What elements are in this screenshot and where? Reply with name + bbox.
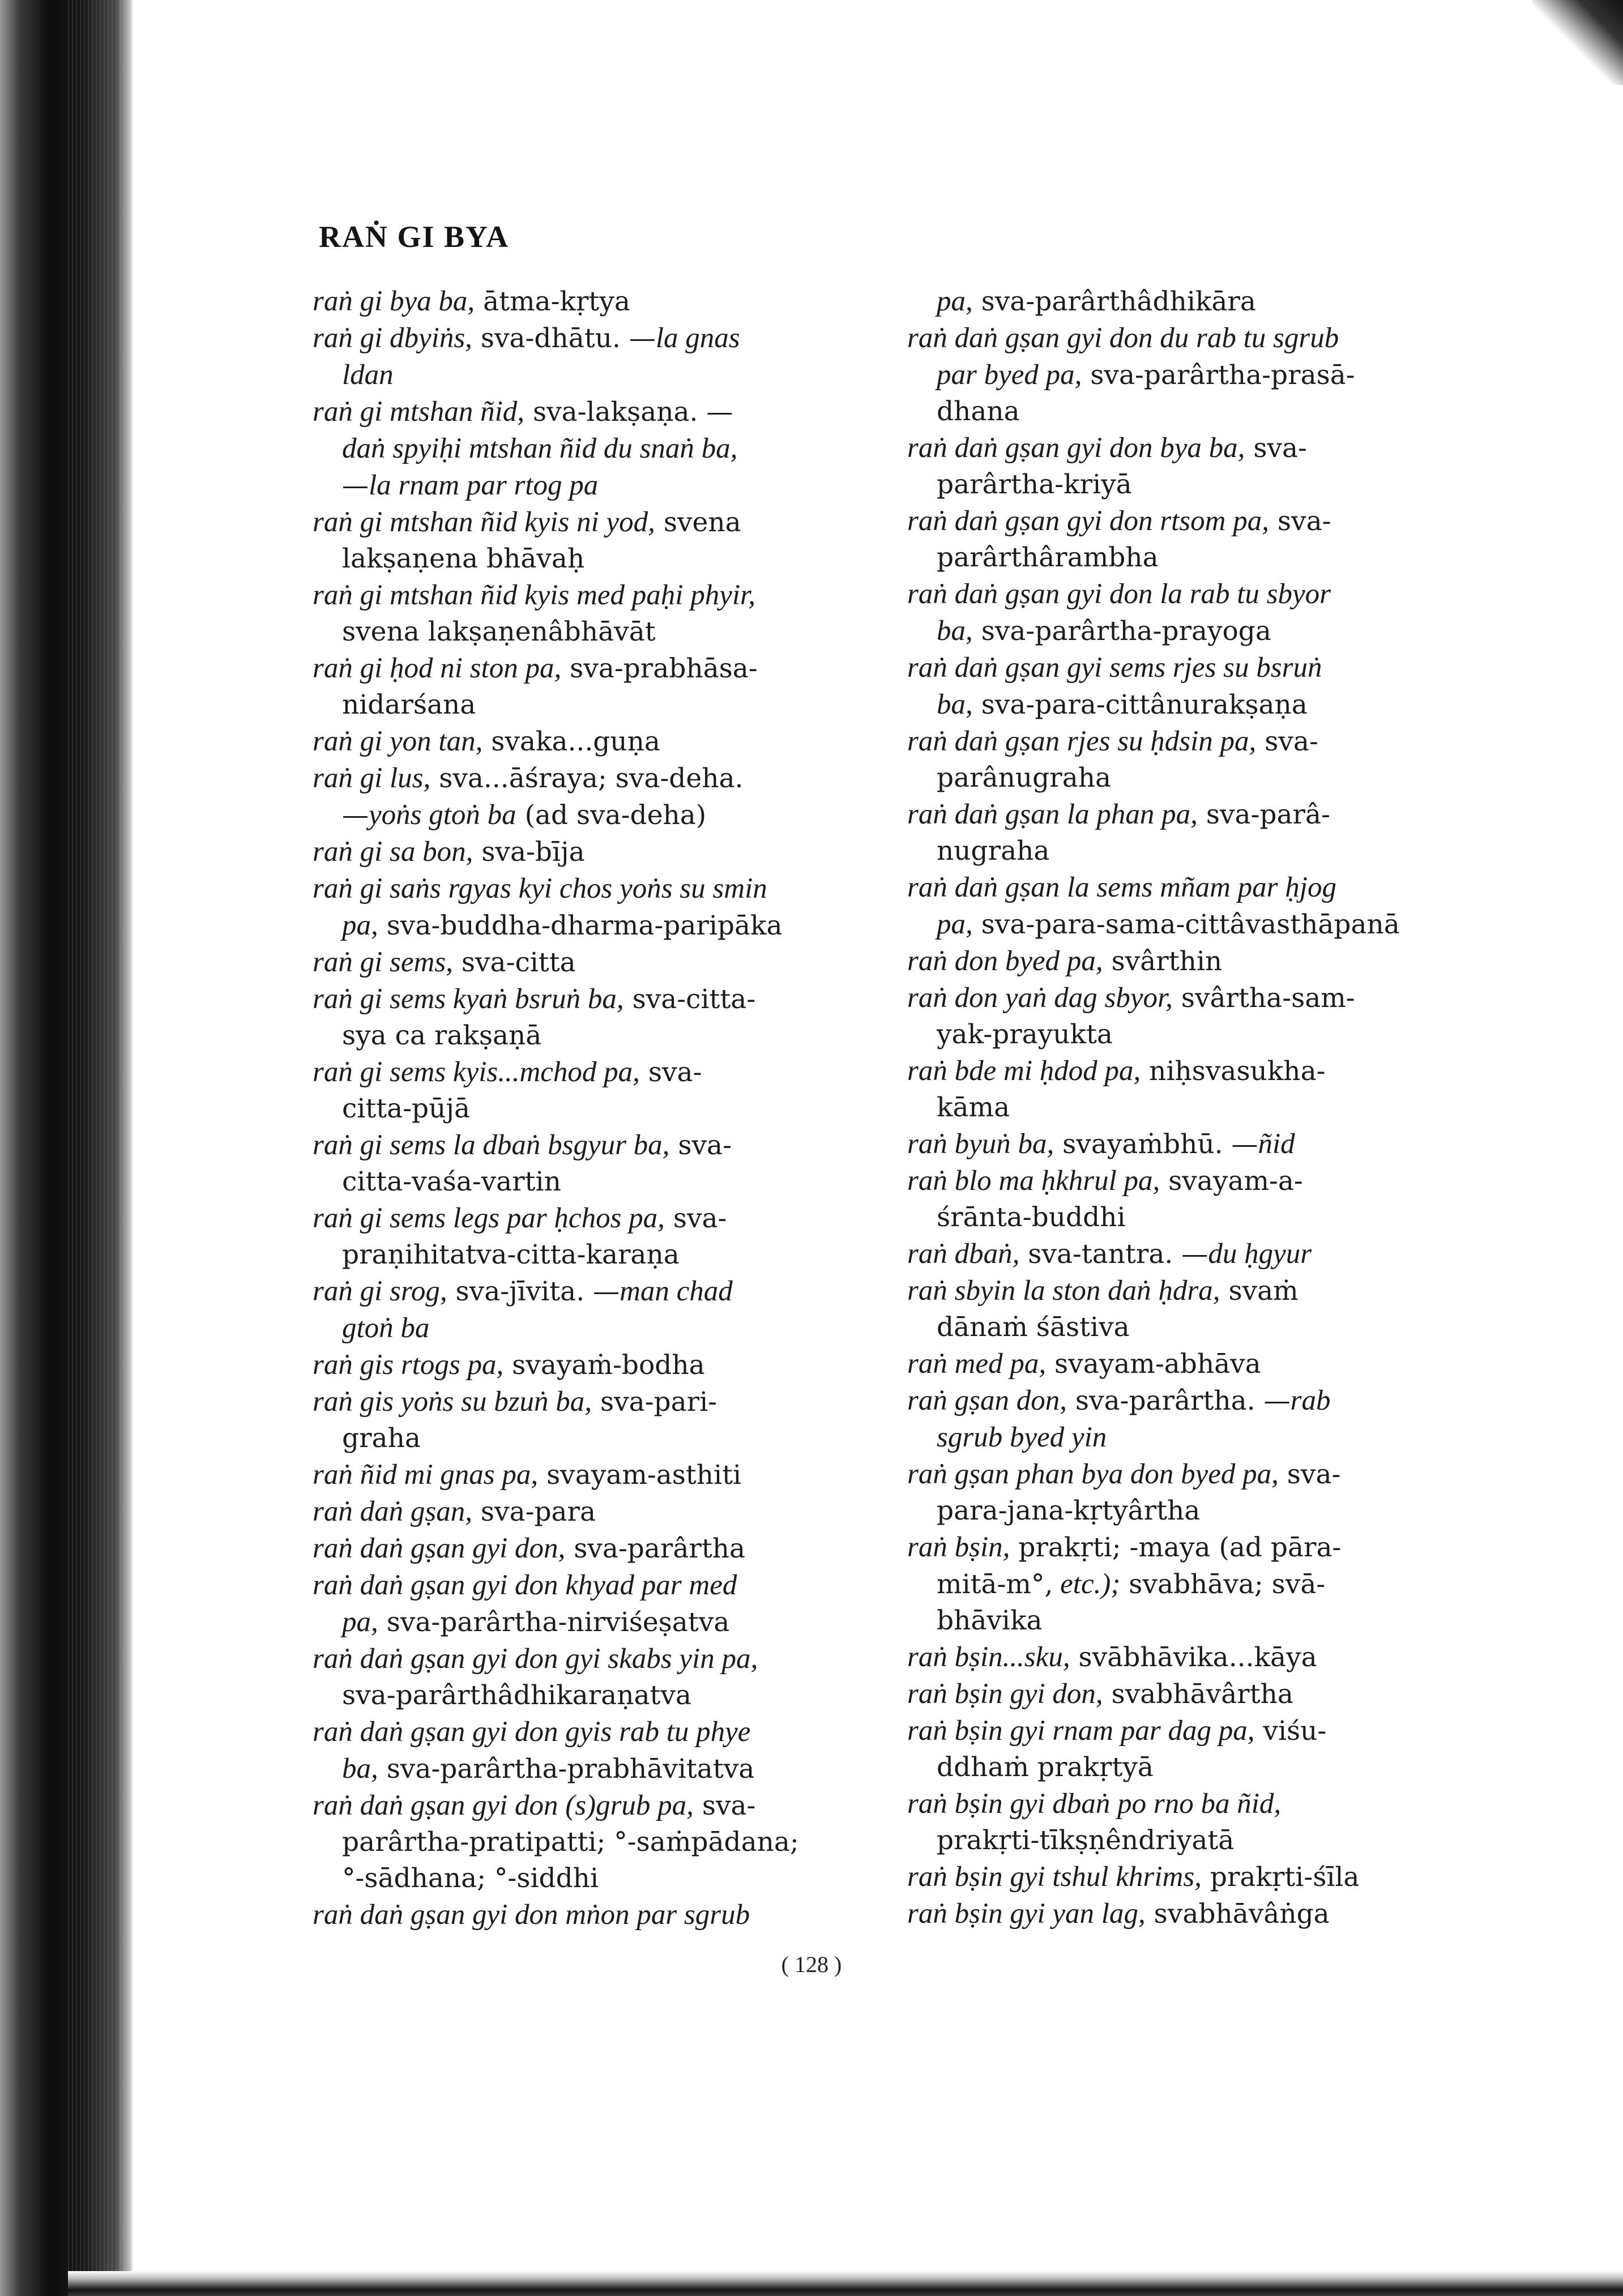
entry-continuation (907, 1017, 1473, 1053)
dictionary-entry (313, 1787, 879, 1897)
entry-continuation (907, 1200, 1473, 1236)
entry-continuation (907, 394, 1473, 430)
sanskrit-equivalent: sva-tantra. — (1019, 1239, 1208, 1270)
tibetan-term: pa, (342, 1606, 378, 1638)
entry-continuation (907, 1823, 1473, 1859)
entry-continuation (907, 1749, 1473, 1786)
sanskrit-equivalent: parârtha-pratipatti; °-saṁpādana; (342, 1826, 799, 1858)
sanskrit-equivalent: sva...āśraya; sva-deha. (430, 763, 744, 794)
entry-continuation (313, 1091, 879, 1127)
sanskrit-equivalent: sva- (1278, 1459, 1341, 1490)
entry-continuation (313, 1018, 879, 1054)
sanskrit-equivalent: svayam-a- (1160, 1166, 1303, 1197)
sanskrit-equivalent: sva-dhātu. — (472, 323, 656, 354)
dictionary-entry (907, 1786, 1473, 1859)
entry-continuation (313, 1678, 879, 1714)
sanskrit-equivalent: prakṛti; -maya (ad pāra- (1010, 1532, 1342, 1563)
tibetan-term: raṅ daṅ gṣan gyi don du rab tu sgrub (907, 322, 1339, 354)
entry-headline (313, 834, 879, 870)
dictionary-entry (907, 943, 1473, 980)
sanskrit-equivalent: svârthin (1103, 946, 1223, 977)
sanskrit-equivalent: °-sādhana; °-siddhi (342, 1863, 599, 1894)
sanskrit-equivalent: graha (342, 1423, 421, 1454)
dictionary-entry (907, 723, 1473, 796)
scan-corner-shadow (1532, 0, 1623, 85)
sanskrit-equivalent: parârthârambha (937, 542, 1159, 573)
entry-continuation (907, 760, 1473, 796)
sanskrit-equivalent: prakṛti-tīkṣṇêndriyatā (937, 1825, 1235, 1856)
dictionary-column-right (907, 283, 1473, 1932)
tibetan-term: raṅ med pa, (907, 1348, 1047, 1380)
sanskrit-equivalent: svabhāva; svā- (1120, 1569, 1326, 1600)
tibetan-term: raṅ gi mtshan ñid kyis med paḥi phyir, (313, 579, 755, 611)
entry-continuation (907, 1419, 1473, 1456)
entry-continuation (907, 1309, 1473, 1346)
entry-headline (313, 723, 879, 760)
sanskrit-equivalent: sva- (1268, 506, 1331, 537)
sanskrit-equivalent: sva-parârtha-prabhāvitatva (378, 1753, 755, 1785)
dictionary-entry (907, 1456, 1473, 1529)
entry-continuation (313, 1164, 879, 1200)
tibetan-term: raṅ daṅ gṣan, (313, 1496, 472, 1527)
tibetan-term: etc.); (1053, 1568, 1121, 1600)
tibetan-term: raṅ don yaṅ dag sbyor, (907, 982, 1173, 1014)
sanskrit-equivalent: — (342, 800, 369, 831)
sanskrit-equivalent: sva-parârtha (565, 1533, 746, 1564)
tibetan-term: raṅ gi saṅs rgyas kyi chos yoṅs su smin (313, 873, 767, 904)
tibetan-term: ba, (342, 1753, 378, 1785)
entry-headline (313, 1567, 879, 1604)
dictionary-entry (313, 1273, 879, 1347)
sanskrit-equivalent: yak-prayukta (937, 1019, 1113, 1050)
tibetan-term: raṅ daṅ gṣan gyi don gyis rab tu phye (313, 1716, 751, 1748)
sanskrit-equivalent: svayam-abhāva (1046, 1348, 1261, 1380)
page-number: ( 128 ) (781, 1952, 842, 1977)
sanskrit-equivalent: sva-parârthâdhikāra (972, 286, 1256, 317)
tibetan-term: raṅ daṅ gṣan gyi don bya ba, (907, 432, 1245, 464)
tibetan-term: raṅ daṅ gṣan la phan pa, (907, 799, 1198, 830)
tibetan-term: la rnam par rtog pa (369, 470, 599, 501)
tibetan-term: raṅ gi mtshan ñid, (313, 396, 525, 428)
entry-headline (907, 320, 1473, 357)
sanskrit-equivalent: lakṣaṇena bhāvaḥ (342, 543, 585, 574)
sanskrit-equivalent: parârtha-kriyā (937, 469, 1132, 500)
dictionary-entry (907, 796, 1473, 869)
entry-continuation (907, 686, 1473, 723)
entry-headline (907, 1859, 1473, 1896)
entry-continuation (313, 1237, 879, 1273)
entry-continuation (907, 1493, 1473, 1529)
dictionary-entry (313, 834, 879, 870)
sanskrit-equivalent: (ad sva-deha) (516, 800, 707, 831)
dictionary-entry (907, 869, 1473, 943)
tibetan-term: raṅ daṅ gṣan gyi don gyi skabs yin pa, (313, 1643, 758, 1675)
tibetan-term: raṅ gi sa bon, (313, 836, 473, 868)
sanskrit-equivalent: sva-lakṣaṇa. — (524, 396, 733, 428)
dictionary-entry (313, 283, 879, 320)
tibetan-term: raṅ don byed pa, (907, 945, 1103, 977)
sanskrit-equivalent: kāma (937, 1092, 1010, 1123)
sanskrit-equivalent: sva-parârtha-prayoga (972, 616, 1271, 647)
entry-headline (313, 944, 879, 981)
sanskrit-equivalent: ddhaṁ prakṛtyā (937, 1752, 1154, 1783)
entry-headline (313, 504, 879, 541)
tibetan-term: raṅ sbyin la ston daṅ ḥdra, (907, 1275, 1220, 1307)
sanskrit-equivalent: sva- (664, 1203, 727, 1234)
entry-continuation (313, 797, 879, 834)
tibetan-term: pa, (937, 908, 973, 940)
dictionary-entry (907, 430, 1473, 503)
entry-headline (907, 943, 1473, 980)
dictionary-entry (907, 283, 1473, 320)
entry-continuation (907, 833, 1473, 869)
sanskrit-equivalent: ātma-kṛtya (475, 286, 630, 317)
tibetan-term: raṅ daṅ gṣan gyi don (s)grub pa, (313, 1790, 694, 1821)
dictionary-entry (313, 870, 879, 944)
tibetan-term: raṅ gi sems kyis...mchod pa, (313, 1056, 640, 1088)
sanskrit-equivalent: para-jana-kṛtyârtha (937, 1495, 1201, 1526)
tibetan-term: raṅ bṣin, (907, 1531, 1010, 1563)
entry-headline (907, 869, 1473, 906)
tibetan-term: raṅ daṅ gṣan gyi don khyad par med (313, 1569, 737, 1601)
sanskrit-equivalent: sva- (669, 1130, 732, 1161)
entry-headline (907, 1053, 1473, 1090)
entry-headline (907, 650, 1473, 686)
dictionary-entry (313, 1457, 879, 1493)
tibetan-term: raṅ gi sems, (313, 946, 453, 978)
entry-headline (907, 1273, 1473, 1309)
entry-headline (907, 283, 1473, 320)
entry-headline (907, 1676, 1473, 1713)
tibetan-term: pa, (342, 910, 378, 941)
entry-continuation (313, 467, 879, 504)
sanskrit-equivalent: sva-bīja (473, 837, 585, 868)
entry-headline (313, 1641, 879, 1678)
dictionary-column-left (313, 283, 879, 1934)
entry-continuation (907, 1090, 1473, 1126)
tibetan-term: raṅ gi yon tan, (313, 725, 483, 757)
dictionary-entry (313, 944, 879, 981)
dictionary-entry (313, 1384, 879, 1457)
tibetan-term: gtoṅ ba (342, 1312, 430, 1344)
entry-headline (313, 1347, 879, 1384)
tibetan-term: raṅ bde mi ḥdod pa, (907, 1055, 1141, 1087)
tibetan-term: ñid (1258, 1128, 1295, 1160)
tibetan-term: raṅ daṅ gṣan la sems mñam par ḥjog (907, 872, 1336, 903)
sanskrit-equivalent: svena (655, 507, 741, 538)
entry-headline (907, 1529, 1473, 1566)
dictionary-entry (313, 1200, 879, 1273)
sanskrit-equivalent: svābhāvika...kāya (1070, 1642, 1317, 1673)
entry-headline (907, 1163, 1473, 1200)
entry-headline (313, 981, 879, 1018)
dictionary-entry (313, 1567, 879, 1641)
entry-headline (907, 1236, 1473, 1273)
entry-continuation (907, 540, 1473, 576)
sanskrit-equivalent: sva-parârtha. — (1066, 1385, 1291, 1416)
dictionary-entry (907, 1529, 1473, 1639)
dictionary-entry (907, 1896, 1473, 1932)
entry-continuation (313, 907, 879, 944)
sanskrit-equivalent: sva-para-sama-cittâvasthāpanā (972, 909, 1400, 940)
sanskrit-equivalent: svena lakṣaṇenâbhāvāt (342, 616, 656, 647)
sanskrit-equivalent: svârtha-sam- (1172, 983, 1355, 1014)
dictionary-entry (907, 1382, 1473, 1456)
tibetan-term: par byed pa, (937, 359, 1082, 391)
tibetan-term: la gnas (655, 322, 740, 354)
tibetan-term: raṅ gi ḥod ni ston pa, (313, 652, 562, 684)
sanskrit-equivalent: prakṛti-śīla (1201, 1862, 1360, 1893)
entry-continuation (907, 1603, 1473, 1639)
dictionary-entry (907, 576, 1473, 650)
dictionary-entry (313, 1714, 879, 1787)
tibetan-term: pa, (937, 285, 973, 317)
sanskrit-equivalent: sva- (1256, 726, 1318, 757)
tibetan-term: raṅ gi sems legs par ḥchos pa, (313, 1202, 665, 1234)
entry-headline (313, 394, 879, 430)
dictionary-entry (313, 320, 879, 394)
dictionary-entry (313, 577, 879, 650)
entry-headline (907, 980, 1473, 1017)
dictionary-entry (907, 1053, 1473, 1126)
dictionary-entry (313, 504, 879, 577)
tibetan-term: raṅ gi dbyiṅs, (313, 322, 472, 354)
entry-continuation (313, 1751, 879, 1787)
tibetan-term: raṅ daṅ gṣan gyi don rtsom pa, (907, 505, 1269, 537)
entry-headline (907, 576, 1473, 613)
dictionary-entry (313, 1641, 879, 1714)
dictionary-entry (907, 1273, 1473, 1346)
entry-headline (313, 1530, 879, 1567)
entry-continuation (907, 906, 1473, 943)
tibetan-term: sgrub byed yin (937, 1422, 1107, 1453)
entry-headline (313, 650, 879, 687)
tibetan-term: raṅ dbaṅ, (907, 1238, 1020, 1270)
sanskrit-equivalent: citta-vaśa-vartin (342, 1166, 561, 1197)
entry-continuation (313, 1824, 879, 1860)
tibetan-term: raṅ blo ma ḥkhrul pa, (907, 1165, 1160, 1197)
sanskrit-equivalent: svayaṁ-bodha (503, 1350, 705, 1381)
dictionary-entry (907, 1713, 1473, 1786)
dictionary-entry (313, 1127, 879, 1200)
dictionary-entry (907, 1859, 1473, 1896)
dictionary-entry (907, 650, 1473, 723)
dictionary-entry (313, 394, 879, 504)
tibetan-term: raṅ daṅ gṣan gyi don mṅon par sgrub (313, 1899, 750, 1931)
entry-headline (313, 320, 879, 357)
entry-continuation (313, 1860, 879, 1897)
tibetan-term: ba, (937, 689, 973, 720)
sanskrit-equivalent: dānaṁ śāstiva (937, 1312, 1130, 1343)
sanskrit-equivalent: citta-pūjā (342, 1093, 470, 1124)
tibetan-term: raṅ daṅ gṣan gyi sems rjes su bsruṅ (907, 652, 1322, 684)
tibetan-term: raṅ gis rtogs pa, (313, 1349, 504, 1381)
tibetan-term: raṅ daṅ gṣan rjes su ḥdsin pa, (907, 725, 1257, 757)
dictionary-entry (313, 723, 879, 760)
entry-headline (313, 1493, 879, 1530)
tibetan-term: raṅ gi bya ba, (313, 285, 475, 317)
tibetan-term: raṅ gṣan phan bya don byed pa, (907, 1458, 1279, 1490)
sanskrit-equivalent: svayaṁbhū. — (1054, 1129, 1258, 1160)
sanskrit-equivalent: sva-parârtha-nirviśeṣatva (378, 1607, 730, 1638)
entry-continuation (907, 357, 1473, 394)
entry-headline (313, 1897, 879, 1934)
sanskrit-equivalent: sva-pari- (592, 1386, 717, 1418)
entry-headline (313, 1273, 879, 1310)
entry-continuation (313, 1604, 879, 1641)
tibetan-term: raṅ gi mtshan ñid kyis ni yod, (313, 506, 655, 538)
tibetan-term: daṅ spyiḥi mtshan ñid du snaṅ ba, (342, 433, 738, 464)
sanskrit-equivalent: svabhāvâṅga (1145, 1898, 1330, 1930)
tibetan-term: raṅ gi lus, (313, 762, 431, 794)
sanskrit-equivalent: sva-para-cittânurakṣaṇa (972, 689, 1308, 720)
entry-headline (313, 760, 879, 797)
entry-headline (313, 577, 879, 614)
sanskrit-equivalent: sva-buddha-dharma-paripāka (378, 910, 783, 941)
sanskrit-equivalent: niḥsvasukha- (1141, 1056, 1326, 1087)
tibetan-term: raṅ ñid mi gnas pa, (313, 1459, 539, 1491)
entry-headline (907, 1896, 1473, 1932)
dictionary-entry (313, 1897, 879, 1934)
entry-headline (907, 1456, 1473, 1493)
dictionary-entry (907, 1236, 1473, 1273)
entry-continuation (313, 1310, 879, 1347)
entry-continuation (313, 687, 879, 723)
sanskrit-equivalent: sva- (639, 1057, 702, 1088)
sanskrit-equivalent: sva-citta (452, 947, 576, 978)
entry-continuation (313, 430, 879, 467)
tibetan-term: raṅ gi srog, (313, 1275, 447, 1307)
dictionary-entry (313, 1054, 879, 1127)
entry-headline (907, 1786, 1473, 1823)
sanskrit-equivalent: svayam-asthiti (538, 1459, 742, 1491)
tibetan-term: yoṅs gtoṅ ba (369, 799, 516, 831)
entry-headline (313, 1384, 879, 1420)
entry-continuation (313, 541, 879, 577)
dictionary-entry (313, 1493, 879, 1530)
entry-headline (907, 503, 1473, 540)
entry-continuation (907, 1566, 1473, 1603)
entry-continuation (907, 467, 1473, 503)
sanskrit-equivalent: sya ca rakṣaṇā (342, 1020, 542, 1051)
tibetan-term: raṅ daṅ gṣan gyi don, (313, 1533, 566, 1564)
entry-headline (907, 1713, 1473, 1749)
dictionary-entry (313, 1530, 879, 1567)
sanskrit-equivalent: parânugraha (937, 762, 1112, 793)
tibetan-term: ba, (937, 615, 973, 647)
dictionary-entry (907, 980, 1473, 1053)
sanskrit-equivalent: svaṁ (1220, 1275, 1299, 1307)
dictionary-entry (907, 1346, 1473, 1382)
sanskrit-equivalent: bhāvika (937, 1605, 1043, 1636)
dictionary-entry (907, 1639, 1473, 1676)
sanskrit-equivalent: mitā-m°, (937, 1569, 1053, 1600)
tibetan-term: man chad (620, 1275, 733, 1307)
dictionary-entry (907, 1676, 1473, 1713)
entry-continuation (313, 614, 879, 650)
sanskrit-equivalent: śrānta-buddhi (937, 1202, 1126, 1233)
tibetan-term: rab (1290, 1385, 1331, 1416)
sanskrit-equivalent: — (342, 470, 369, 501)
tibetan-term: raṅ byuṅ ba, (907, 1128, 1054, 1160)
sanskrit-equivalent: nidarśana (342, 689, 476, 720)
tibetan-term: raṅ gi sems kyaṅ bsruṅ ba, (313, 983, 624, 1015)
entry-headline (907, 796, 1473, 833)
sanskrit-equivalent: svaka...guṇa (482, 726, 660, 757)
sanskrit-equivalent: sva-jīvita. — (447, 1276, 620, 1307)
dictionary-entry (313, 650, 879, 723)
sanskrit-equivalent: svabhāvârtha (1103, 1679, 1293, 1710)
tibetan-term: raṅ bṣin...sku, (907, 1641, 1070, 1673)
tibetan-term: raṅ gṣan don, (907, 1385, 1067, 1416)
tibetan-term: raṅ bṣin gyi don, (907, 1678, 1103, 1710)
sanskrit-equivalent: sva-parârthâdhikaraṇatva (342, 1680, 691, 1711)
tibetan-term: raṅ bṣin gyi tshul khrims, (907, 1861, 1202, 1893)
entry-headline (313, 1054, 879, 1091)
dictionary-entry (313, 760, 879, 834)
dictionary-entry (907, 320, 1473, 430)
dictionary-entry (907, 503, 1473, 576)
entry-headline (313, 1200, 879, 1237)
sanskrit-equivalent: nugraha (937, 835, 1050, 867)
dictionary-entry (907, 1163, 1473, 1236)
entry-headline (907, 1126, 1473, 1163)
entry-headline (313, 1787, 879, 1824)
dictionary-entry (313, 981, 879, 1054)
scan-bottom-edge (68, 2271, 1623, 2296)
sanskrit-equivalent: sva-parârtha-prasā- (1082, 360, 1355, 391)
entry-headline (313, 1714, 879, 1751)
entry-headline (907, 723, 1473, 760)
sanskrit-equivalent: viśu- (1254, 1715, 1327, 1747)
dictionary-entry (907, 1126, 1473, 1163)
entry-headline (907, 1382, 1473, 1419)
entry-headline (313, 870, 879, 907)
sanskrit-equivalent: sva-para (472, 1496, 596, 1527)
tibetan-term: raṅ daṅ gṣan gyi don la rab tu sbyor (907, 578, 1331, 610)
sanskrit-equivalent: praṇihitatva-citta-karaṇa (342, 1239, 680, 1270)
tibetan-term: ldan (342, 359, 394, 391)
tibetan-term: raṅ gis yoṅs su bzuṅ ba, (313, 1386, 592, 1418)
page-header: RAṄ GI BYA (319, 220, 510, 254)
tibetan-term: raṅ bṣin gyi yan lag, (907, 1898, 1146, 1930)
sanskrit-equivalent: sva- (693, 1790, 756, 1821)
sanskrit-equivalent: dhana (937, 396, 1020, 427)
entry-continuation (313, 357, 879, 394)
tibetan-term: raṅ bṣin gyi dbaṅ po rno ba ñid, (907, 1788, 1282, 1820)
entry-continuation (907, 613, 1473, 650)
tibetan-term: raṅ bṣin gyi rnam par dag pa, (907, 1715, 1255, 1747)
entry-headline (313, 1457, 879, 1493)
sanskrit-equivalent: sva-citta- (623, 984, 756, 1015)
entry-headline (313, 1127, 879, 1164)
tibetan-term: raṅ gi sems la dbaṅ bsgyur ba, (313, 1129, 670, 1161)
sanskrit-equivalent: sva- (1245, 433, 1307, 464)
entry-headline (313, 283, 879, 320)
entry-headline (907, 1639, 1473, 1676)
entry-headline (907, 1346, 1473, 1382)
tibetan-term: du ḥgyur (1208, 1238, 1312, 1270)
dictionary-entry (313, 1347, 879, 1384)
entry-continuation (313, 1420, 879, 1457)
sanskrit-equivalent: sva-parâ- (1197, 799, 1330, 830)
entry-headline (907, 430, 1473, 467)
sanskrit-equivalent: sva-prabhāsa- (561, 653, 758, 684)
